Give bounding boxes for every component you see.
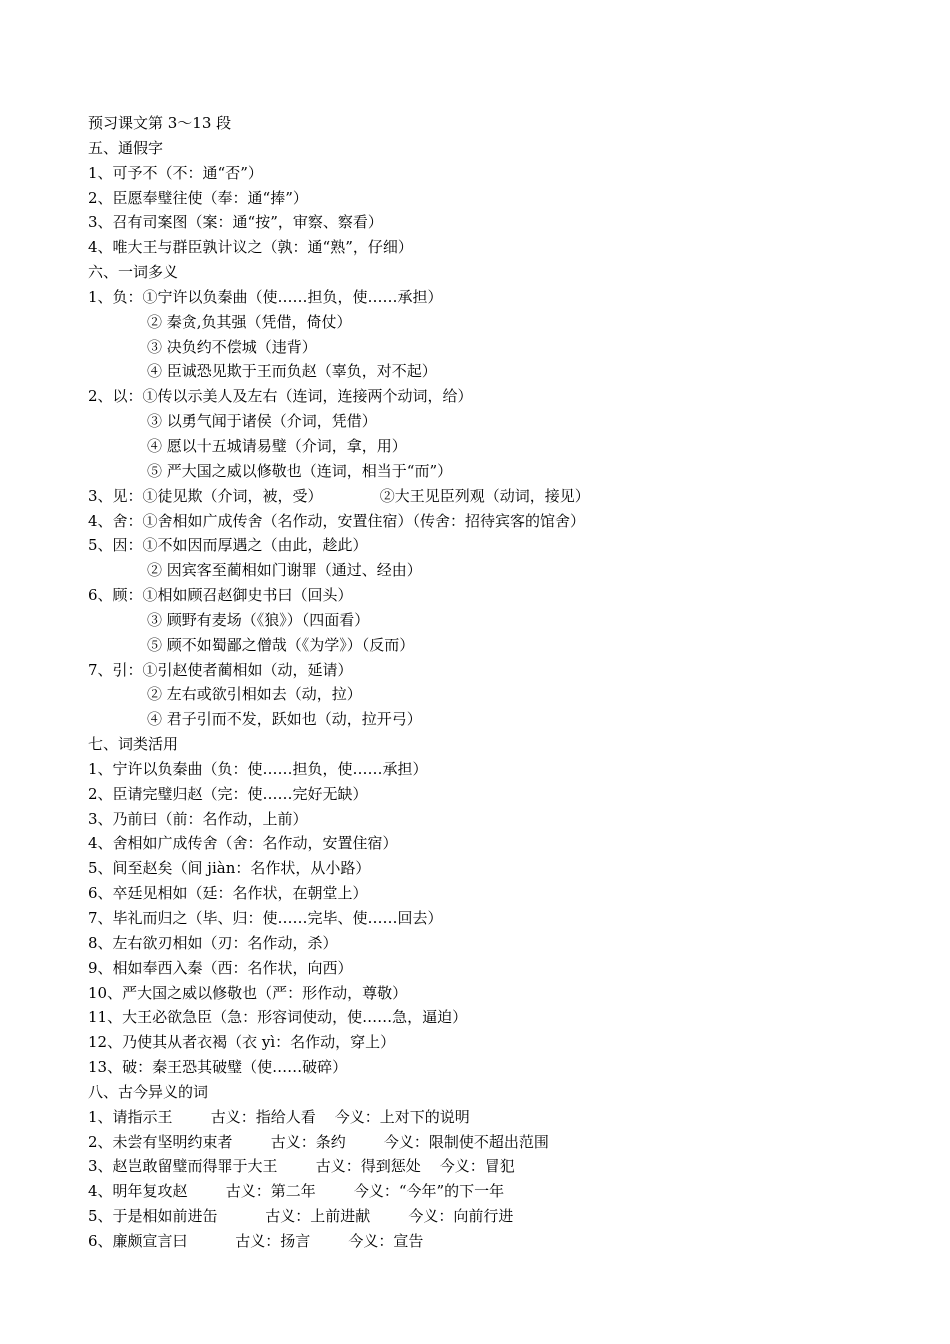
- list-subitem: ④ 愿以十五城请易璧（介词，拿，用）: [147, 436, 407, 455]
- list-subitem: ③ 决负约不偿城（违背）: [147, 337, 317, 356]
- list-item: 5、间至赵矣（间 jiàn：名作状，从小路）: [88, 859, 371, 878]
- list-item: 1、宁许以负秦曲（负：使……担负，使……承担）: [88, 759, 428, 778]
- list-subitem: ⑤ 顾不如蜀鄙之僧哉（《为学》）（反而）: [147, 635, 415, 654]
- section-heading-gujinyiyi: 八、古今异义的词: [88, 1082, 209, 1101]
- list-subitem: ② 左右或欲引相如去（动，拉）: [147, 685, 362, 704]
- list-item: 1、负：①宁许以负秦曲（使……担负，使……承担）: [88, 287, 443, 306]
- list-item: 4、唯大王与群臣孰计议之（孰：通“熟”，仔细）: [88, 238, 413, 257]
- list-item: 3、赵岂敢留璧而得罪于大王 古义：得到惩处 今义：冒犯: [88, 1157, 515, 1176]
- list-item: 11、大王必欲急臣（急：形容词使动，使……急，逼迫）: [88, 1008, 468, 1027]
- list-subitem: ② 因宾客至蔺相如门谢罪（通过、经由）: [147, 561, 422, 580]
- list-item: 10、严大国之威以修敬也（严：形作动，尊敬）: [88, 983, 408, 1002]
- list-item: 8、左右欲刃相如（刃：名作动，杀）: [88, 933, 338, 952]
- section-heading-tongjiazi: 五、通假字: [88, 138, 164, 157]
- list-subitem: ⑤ 严大国之威以修敬也（连词，相当于“而”）: [147, 461, 453, 480]
- list-subitem: ④ 君子引而不发，跃如也（动，拉开弓）: [147, 710, 422, 729]
- list-item: 5、于是相如前进缶 古义：上前进献 今义：向前行进: [88, 1207, 514, 1226]
- doc-title: 预习课文第 3～13 段: [88, 114, 232, 132]
- list-item: 13、破：秦王恐其破璧（使……破碎）: [88, 1058, 348, 1077]
- list-item: 2、以：①传以示美人及左右（连词，连接两个动词，给）: [88, 387, 473, 406]
- section-heading-cileihuoyong: 七、词类活用: [88, 735, 179, 754]
- list-item: 3、乃前曰（前：名作动，上前）: [88, 809, 308, 828]
- list-item: 5、因：①不如因而厚遇之（由此，趁此）: [88, 536, 368, 555]
- list-item: 4、明年复攻赵 古义：第二年 今义：“今年”的下一年: [88, 1182, 505, 1201]
- list-item: 7、毕礼而归之（毕、归：使……完毕、使……回去）: [88, 909, 443, 927]
- list-item: 2、臣愿奉璧往使（奉：通“捧”）: [88, 188, 308, 207]
- list-item: 12、乃使其从者衣褐（衣 yì：名作动，穿上）: [88, 1033, 396, 1052]
- list-item: 2、臣请完璧归赵（完：使……完好无缺）: [88, 784, 368, 803]
- list-item: 2、未尝有坚明约束者 古义：条约 今义：限制使不超出范围: [88, 1132, 549, 1151]
- list-subitem: ③ 顾野有麦场（《狼》）（四面看）: [147, 610, 370, 629]
- list-item: 1、可予不（不：通“否”）: [88, 163, 263, 182]
- list-subitem: ③ 以勇气闻于诸侯（介词，凭借）: [147, 412, 377, 431]
- list-item: 1、请指示王 古义：指给人看 今义：上对下的说明: [88, 1107, 470, 1126]
- list-subitem: ② 秦贪,负其强（凭借，倚仗）: [147, 312, 352, 331]
- list-item: 3、见：①徒见欺（介词，被，受） ②大王见臣列观（动词，接见）: [88, 486, 590, 505]
- list-item: 4、舍相如广成传舍（舍：名作动，安置住宿）: [88, 834, 398, 853]
- list-item: 6、廉颇宣言曰 古义：扬言 今义：宣告: [88, 1231, 424, 1250]
- list-item: 3、召有司案图（案：通“按”，审察、察看）: [88, 213, 383, 232]
- list-item: 7、引：①引赵使者蔺相如（动，延请）: [88, 660, 353, 679]
- list-item: 6、顾：①相如顾召赵御史书曰（回头）: [88, 586, 353, 605]
- list-item: 9、相如奉西入秦（西：名作状，向西）: [88, 958, 353, 977]
- section-heading-yiciduoyi: 六、一词多义: [88, 263, 179, 282]
- list-subitem: ④ 臣诚恐见欺于王而负赵（辜负，对不起）: [147, 362, 437, 381]
- document-body: [88, 111, 928, 1254]
- list-item: 6、卒廷见相如（廷：名作状，在朝堂上）: [88, 884, 368, 903]
- list-item: 4、舍：①舍相如广成传舍（名作动，安置住宿）（传舍：招待宾客的馆舍）: [88, 511, 586, 530]
